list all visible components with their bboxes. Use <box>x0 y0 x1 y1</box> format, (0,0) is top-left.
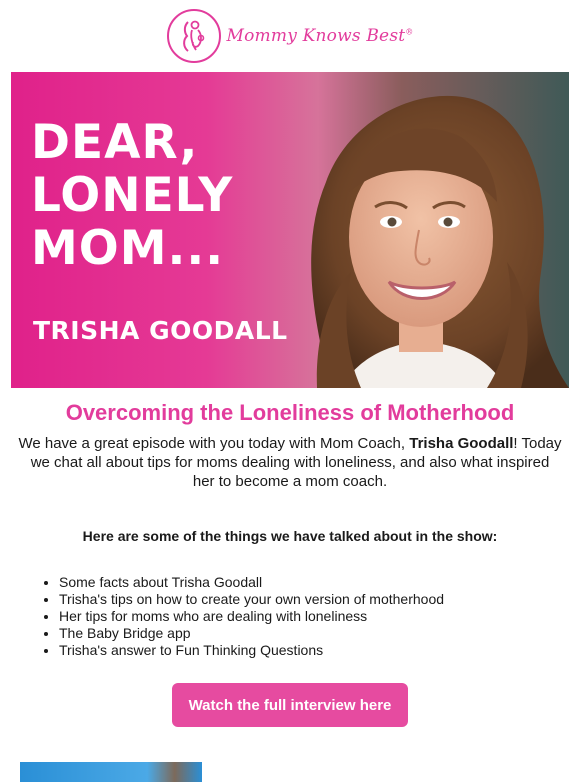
list-item: • Her tips for moms who are dealing with loneliness <box>59 608 580 625</box>
list-item: • The Baby Bridge app <box>59 625 580 642</box>
list-item: • Trisha's answer to Fun Thinking Questions <box>59 642 580 659</box>
video-thumbnail-image[interactable] <box>20 762 202 782</box>
hero-title <box>31 116 233 275</box>
mother-child-logo-icon <box>167 9 221 63</box>
email-header <box>0 0 580 72</box>
watch-interview-button[interactable]: Watch the full interview here <box>172 683 408 727</box>
topics-list <box>0 574 580 659</box>
episode-hero-image[interactable] <box>11 72 569 388</box>
list-item: • Some facts about Trisha Goodall <box>59 574 580 591</box>
intro-text-continued: ! Today we chat all about tips for moms dealing with loneliness, and also what inspired her to become a mom coach. <box>30 435 562 490</box>
brand-logo[interactable] <box>167 9 414 63</box>
topics-subheading: Here are some of the things we have talked about in the show: <box>82 528 498 544</box>
cta-container <box>0 683 580 727</box>
intro-text: We have a great episode with you today with Mom Coach, <box>18 435 410 452</box>
hero-title-line: MOM... <box>31 221 225 276</box>
guest-name-bold: Trisha Goodall <box>409 435 514 452</box>
list-item: • Trisha's tips on how to create your own version of motherhood <box>59 591 580 608</box>
article-title: Overcoming the Loneliness of Motherhood <box>65 400 515 425</box>
hero-title-line: DEAR, <box>31 115 199 170</box>
intro-paragraph <box>18 434 562 491</box>
guest-portrait <box>271 72 569 388</box>
brand-name: Mommy Knows Best® <box>226 26 414 46</box>
hero-title-line: LONELY <box>31 168 234 223</box>
hero-guest-name: TRISHA GOODALL <box>33 316 288 345</box>
